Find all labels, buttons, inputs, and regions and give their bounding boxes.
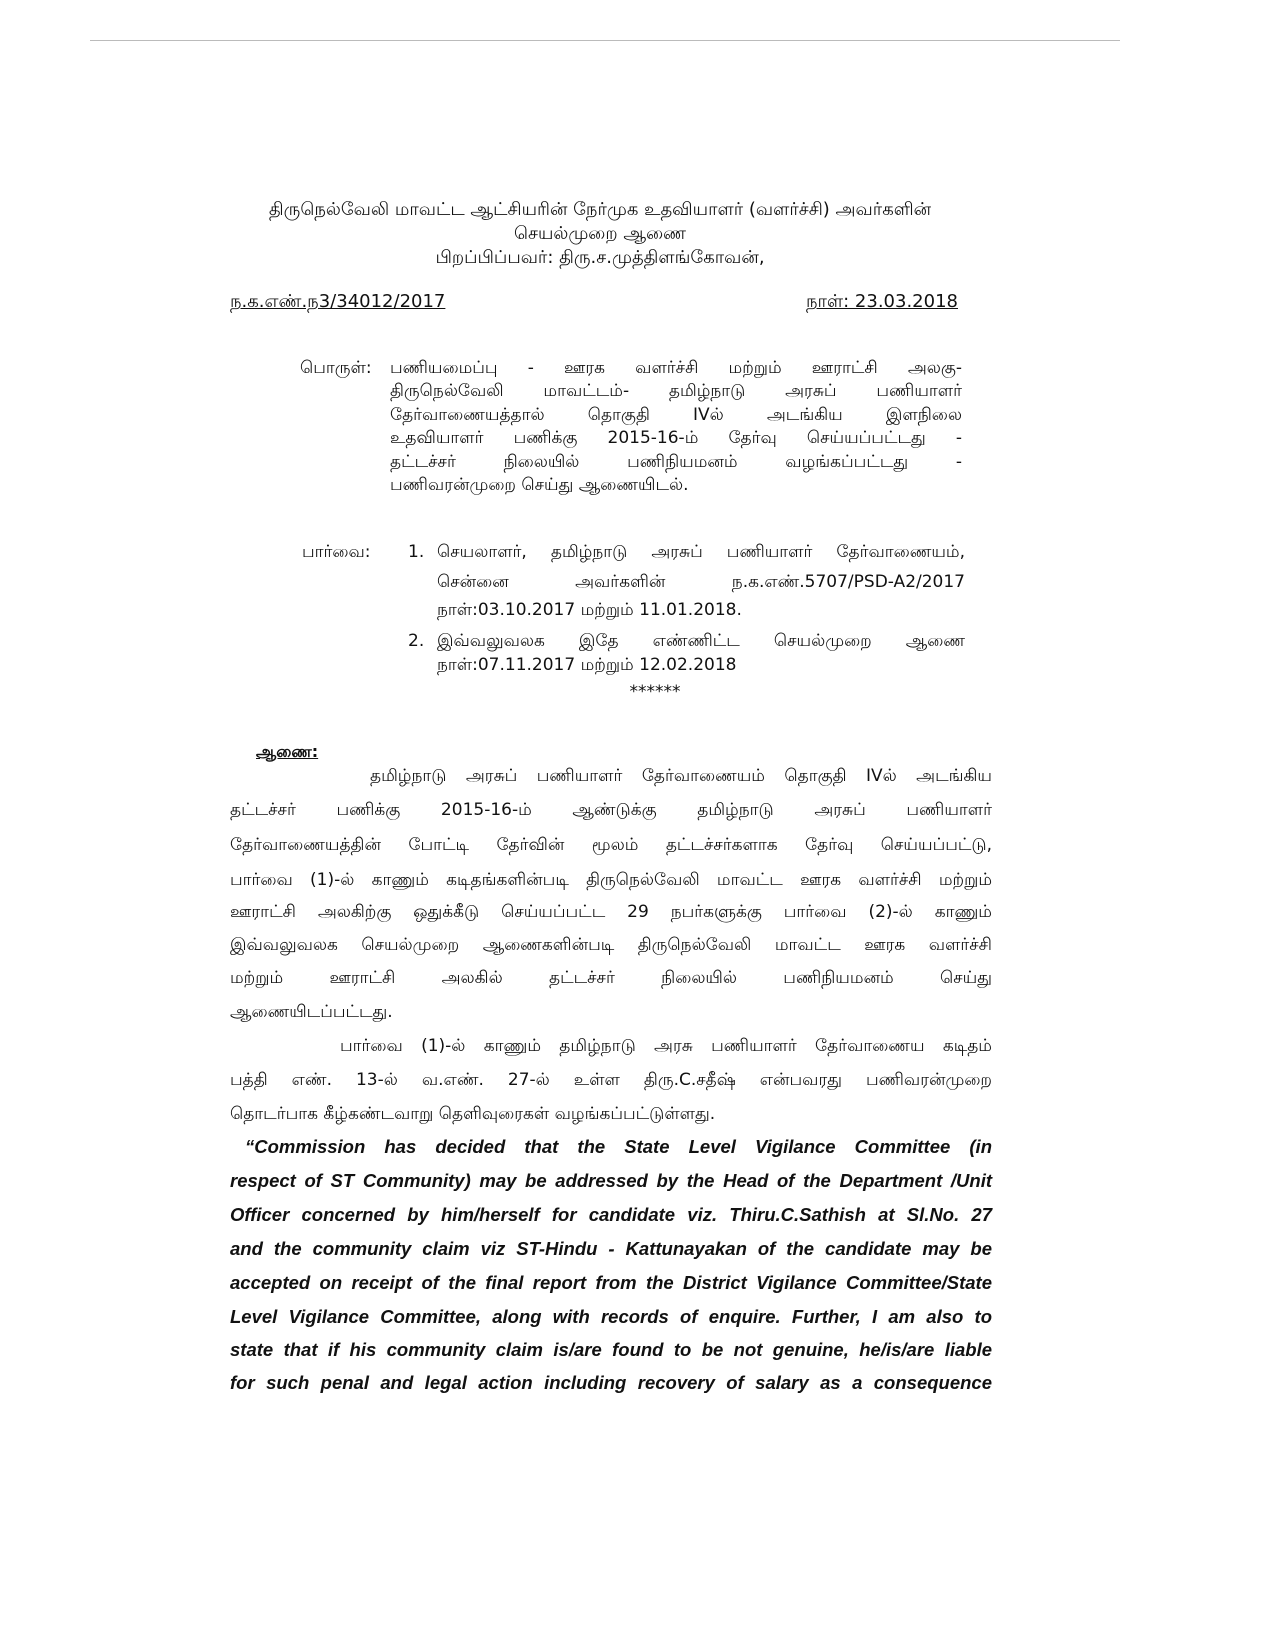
quote-line: “Commission has decided that the State Level Vigilance Committee (in [245,1136,992,1157]
subject-line: பணியமைப்பு - ஊரக வளர்ச்சி மற்றும் ஊராட்சி அலகு- [390,358,962,378]
paragraph-line: பத்தி எண். 13-ல் வ.எண். 27-ல் உள்ள திரு.C.சதீஷ் என்பவரது பணிவரன்முறை [230,1070,992,1090]
quote-line: Officer concerned by him/herself for candidate viz. Thiru.C.Sathish at Sl.No. 27 [230,1204,992,1225]
reference-number: ந.க.எண்.ந3/34012/2017 [230,291,446,312]
top-rule [90,40,1120,41]
quote-line: and the community claim viz ST-Hindu - Kattunayakan of the candidate may be [230,1238,992,1259]
paragraph-line: ஆணையிடப்பட்டது. [230,1002,393,1022]
header-issuer: பிறப்பிப்பவர்: திரு.ச.முத்திளங்கோவன், [435,247,765,268]
subject-line: உதவியாளர் பணிக்கு 2015-16-ம் தேர்வு செய்யப்பட்டது - [390,428,962,448]
subject-line: பணிவரன்முறை செய்து ஆணையிடல். [390,475,689,495]
paragraph-line: இவ்வலுவலக செயல்முறை ஆணைகளின்படி திருநெல்வேலி மாவட்ட ஊரக வளர்ச்சி [230,935,992,955]
quote-line: accepted on receipt of the final report from the District Vigilance Committee/State [230,1272,992,1293]
reference-line: இவ்வலுவலக இதே எண்ணிட்ட செயல்முறை ஆணை [437,631,965,651]
separator-stars: ****** [629,682,681,702]
order-date: நாள்: 23.03.2018 [805,291,958,312]
subject-line: தட்டச்சர் நிலையில் பணிநியமனம் வழங்கப்பட்டது - [390,452,962,472]
quote-line: Level Vigilance Committee, along with records of enquire. Further, I am also to [230,1306,992,1327]
reference-line: நாள்:07.11.2017 மற்றும் 12.02.2018 [437,655,737,675]
paragraph-line: ஊராட்சி அலகிற்கு ஒதுக்கீடு செய்யப்பட்ட 29 நபர்களுக்கு பார்வை (2)-ல் காணும் [230,902,992,922]
reference-line: நாள்:03.10.2017 மற்றும் 11.01.2018. [437,600,742,620]
paragraph-line: தமிழ்நாடு அரசுப் பணியாளர் தேர்வாணையம் தொகுதி IVல் அடங்கிய [370,766,992,786]
quote-line: respect of ST Community) may be addressed by the Head of the Department /Unit [230,1170,992,1191]
paragraph-line: பார்வை (1)-ல் காணும் தமிழ்நாடு அரசு பணியாளர் தேர்வாணைய கடிதம் [340,1036,992,1056]
references-label: பார்வை: [302,542,371,562]
subject-line: தேர்வாணையத்தால் தொகுதி IVல் அடங்கிய இளநிலை [390,405,962,425]
reference-line: சென்னை அவர்களின் ந.க.எண்.5707/PSD-A2/2017 [437,572,965,592]
reference-number-2: 2. [408,631,425,651]
header-title-line2: செயல்முறை ஆணை [513,223,687,244]
paragraph-line: தொடர்பாக கீழ்கண்டவாறு தெளிவுரைகள் வழங்கப்பட்டுள்ளது. [230,1104,716,1124]
order-label: ஆணை: [256,742,319,761]
reference-number-1: 1. [408,542,425,562]
paragraph-line: பார்வை (1)-ல் காணும் கடிதங்களின்படி திருநெல்வேலி மாவட்ட ஊரக வளர்ச்சி மற்றும் [230,870,992,890]
reference-line: செயலாளர், தமிழ்நாடு அரசுப் பணியாளர் தேர்வாணையம், [437,542,965,562]
paragraph-line: தட்டச்சர் பணிக்கு 2015-16-ம் ஆண்டுக்கு தமிழ்நாடு அரசுப் பணியாளர் [230,800,992,820]
paragraph-line: மற்றும் ஊராட்சி அலகில் தட்டச்சர் நிலையில் பணிநியமனம் செய்து [230,968,992,988]
subject-label: பொருள்: [300,358,372,378]
subject-line: திருநெல்வேலி மாவட்டம்- தமிழ்நாடு அரசுப் பணியாளர் [390,381,962,401]
paragraph-line: தேர்வாணையத்தின் போட்டி தேர்வின் மூலம் தட்டச்சர்களாக தேர்வு செய்யப்பட்டு, [230,835,992,855]
quote-line: for such penal and legal action including recovery of salary as a consequence [230,1372,992,1393]
quote-line: state that if his community claim is/are found to be not genuine, he/is/are liable [230,1339,992,1360]
header-title-line1: திருநெல்வேலி மாவட்ட ஆட்சியரின் நேர்முக உதவியாளர் (வளர்ச்சி) அவர்களின் [268,199,932,220]
